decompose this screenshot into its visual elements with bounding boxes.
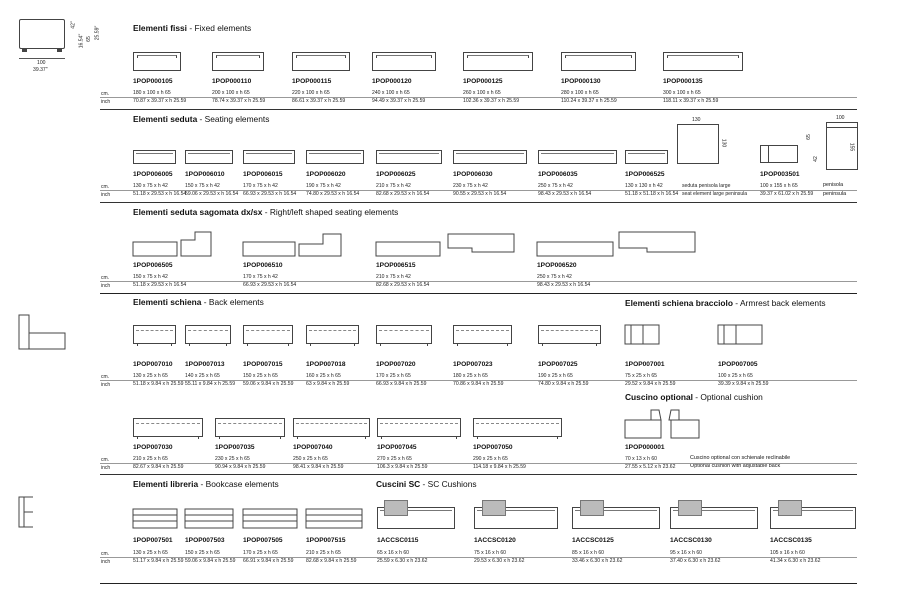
dim-inch: 41.34 x 6.30 x h 23.62 [770, 558, 821, 564]
fixed-element-leg [57, 49, 62, 52]
dim-cm: 180 x 25 x h 65 [453, 373, 488, 379]
unit-inch: inch [101, 283, 111, 289]
seat-drawing [453, 150, 527, 164]
code: 1POP000110 [212, 78, 252, 85]
dim-cm: 200 x 100 x h 65 [212, 90, 250, 96]
dim-inch: 33.46 x 6.30 x h 23.62 [572, 558, 623, 564]
dim-inch: 51.17 x 9.84 x h 25.59 [133, 558, 184, 564]
code: 1POP007010 [133, 361, 173, 368]
unit-cm: cm. [101, 457, 110, 463]
seat-drawing [243, 150, 295, 164]
dim-inch: 90.55 x 29.53 x h 16.54 [453, 191, 507, 197]
section-title-cushion [625, 392, 763, 402]
back-drawing [538, 325, 601, 344]
dim-cm: 130 x 75 x h 42 [133, 183, 168, 189]
dim-cm: 150 x 25 x h 65 [185, 550, 220, 556]
back-side-drawing [19, 315, 67, 351]
code: 1POP006005 [133, 171, 173, 178]
code: 1POP006515 [376, 262, 416, 269]
code: 1POP007045 [377, 444, 417, 451]
back-drawing [377, 418, 461, 437]
dim-cm: 230 x 75 x h 42 [453, 183, 488, 189]
dim-65: 65 [805, 134, 812, 140]
unit-inch: inch [101, 382, 111, 388]
fixed-drawing-120 [372, 52, 436, 71]
code: 1POP006025 [376, 171, 416, 178]
seat-drawing [133, 150, 176, 164]
dim-inch: 51.18 x 29.53 x h 16.54 [133, 282, 187, 288]
seat-drawing [185, 150, 233, 164]
dim-cm: 130 x 130 x h 42 [625, 183, 663, 189]
code: 1POP000125 [463, 78, 503, 85]
dim-inch: 51.18 x 29.53 x h 16.54 [133, 191, 187, 197]
dim-cm: 170 x 75 x h 42 [243, 274, 278, 280]
dim-cm: 190 x 75 x h 42 [306, 183, 341, 189]
dim-inch: 74.80 x 9.84 x h 25.59 [538, 381, 589, 387]
back-drawing [306, 325, 359, 344]
armrest-drawing-005 [718, 325, 764, 347]
fixed-drawing-105 [133, 52, 181, 71]
code: 1POP007040 [293, 444, 333, 451]
code: 1POP000120 [372, 78, 412, 85]
code: 1ACCSC0135 [770, 537, 812, 544]
unit-inch: inch [101, 465, 111, 471]
code: 1POP007515 [306, 537, 346, 544]
section-divider [100, 109, 857, 110]
title-en: - Bookcase elements [198, 479, 279, 489]
cushion-drawing-left [625, 410, 665, 440]
dim-cm: 105 x 16 x h 60 [770, 550, 805, 556]
sc-cushion [482, 500, 506, 516]
section-title-bookcase [133, 479, 279, 489]
dim-inch: 51.18 x 9.84 x h 25.59 [133, 381, 184, 387]
unit-cm: cm. [101, 184, 110, 190]
dim-cm: 240 x 100 x h 65 [372, 90, 410, 96]
code: 1POP007503 [185, 537, 225, 544]
dim-inch: 70.86 x 9.84 x h 25.59 [453, 381, 504, 387]
dim-cm: 150 x 25 x h 65 [243, 373, 278, 379]
dim-cm: 210 x 25 x h 65 [133, 456, 168, 462]
dim-cm: 250 x 25 x h 65 [293, 456, 328, 462]
seat-drawing [625, 150, 668, 164]
shaped-drawing-505 [133, 230, 213, 260]
unit-inch: inch [101, 192, 111, 198]
code: 1POP007505 [243, 537, 283, 544]
fixed-drawing-130 [561, 52, 636, 71]
back-drawing [185, 325, 231, 344]
code: 1POP000105 [133, 78, 173, 85]
dim-inch: 82.68 x 29.53 x h 16.54 [376, 282, 430, 288]
peninsula-back [760, 145, 769, 163]
top-dim-width-cm: 100 [37, 60, 46, 66]
code: 1POP006505 [133, 262, 173, 269]
dim-inch: 59.06 x 9.84 x h 25.59 [243, 381, 294, 387]
title-en: - Seating elements [197, 114, 270, 124]
dim-inch: 102.36 x 39.37 x h 25.59 [463, 98, 520, 104]
dim-42: 42 [812, 156, 819, 162]
section-title-fixed [133, 23, 251, 33]
dim-inch: 70.87 x 39.37 x h 25.59 [133, 98, 187, 104]
code: 1POP000135 [663, 78, 703, 85]
code: 1POP007018 [306, 361, 346, 368]
code: 1POP006010 [185, 171, 225, 178]
dim-inch: 39.37 x 61.02 x h 25.59 [760, 191, 814, 197]
title-en: - Armrest back elements [732, 298, 826, 308]
code: 1POP007050 [473, 444, 513, 451]
dim-inch: 29.52 x 9.84 x h 25.59 [625, 381, 676, 387]
dim-cm: 170 x 25 x h 65 [243, 550, 278, 556]
seat-drawing [306, 150, 364, 164]
back-drawing [243, 325, 293, 344]
dim-inch: 55.11 x 9.84 x h 25.59 [185, 381, 236, 387]
dim-100: 100 [836, 115, 845, 121]
dim-130-top: 130 [692, 117, 701, 123]
code: 1ACCSC0115 [377, 537, 419, 544]
dim-cm: 220 x 100 x h 65 [292, 90, 330, 96]
code: 1POP007013 [185, 361, 225, 368]
large-peninsula-label-en: seat element large peninsula [682, 191, 748, 197]
dim-inch: 98.41 x 9.84 x h 25.59 [293, 464, 344, 470]
dim-inch: 66.93 x 9.84 x h 25.59 [376, 381, 427, 387]
section-title-sc [376, 479, 477, 489]
shaped-drawing-520 [537, 230, 697, 260]
sc-cushion [580, 500, 604, 516]
dim-inch: 98.43 x 29.53 x h 16.54 [538, 191, 592, 197]
dim-cm: 85 x 16 x h 60 [572, 550, 605, 556]
dim-inch: 59.06 x 29.53 x h 16.54 [185, 191, 239, 197]
sc-cushion [384, 500, 408, 516]
unit-cm: cm. [101, 275, 110, 281]
title-it: Elementi seduta [133, 114, 198, 124]
title-it: Elementi seduta sagomata dx/sx [133, 207, 263, 217]
unit-cm: cm. [101, 551, 110, 557]
code: 1POP007501 [133, 537, 173, 544]
dim-inch: 51.18 x 51.18 x h 16.54 [625, 191, 679, 197]
dim-cm: 65 x 16 x h 60 [377, 550, 410, 556]
code: 1POP007005 [718, 361, 758, 368]
unit-inch: inch [101, 559, 111, 565]
dim-inch: 66.93 x 29.53 x h 16.54 [243, 282, 297, 288]
title-it: Elementi libreria [133, 479, 199, 489]
shaped-drawing-510 [243, 230, 343, 260]
dim-cm: 75 x 25 x h 65 [625, 373, 658, 379]
code: 1POP007025 [538, 361, 578, 368]
armrest-drawing-001 [625, 325, 661, 347]
dim-cm: 130 x 25 x h 65 [133, 373, 168, 379]
top-dim-width-in: 39.37" [33, 67, 48, 73]
unit-cm: cm. [101, 91, 110, 97]
dim-cm: 260 x 100 x h 65 [463, 90, 501, 96]
back-drawing [473, 418, 562, 437]
peninsula-label-it: penisola [823, 182, 844, 188]
dim-cm: 75 x 16 x h 60 [474, 550, 507, 556]
dim-cm: 100 x 155 x h 65 [760, 183, 798, 189]
fixed-drawing-125 [463, 52, 533, 71]
code: 1ACCSC0120 [474, 537, 516, 544]
dim-inch: 27.55 x 5.12 x h 23.62 [625, 464, 676, 470]
code: 1POP007001 [625, 361, 665, 368]
top-dim-h2: 16.54" [78, 33, 85, 49]
dim-cm: 160 x 25 x h 65 [306, 373, 341, 379]
code: 1ACCSC0125 [572, 537, 614, 544]
section-divider [100, 202, 857, 203]
dim-cm: 250 x 75 x h 42 [537, 274, 572, 280]
dim-inch: 29.53 x 6.30 x h 23.62 [474, 558, 525, 564]
code: 1POP006030 [453, 171, 493, 178]
bookcase-drawing-501 [133, 509, 179, 531]
back-drawing [453, 325, 512, 344]
dim-inch: 86.61 x 39.37 x h 25.59 [292, 98, 346, 104]
dim-cm: 70 x 13 x h 60 [625, 456, 658, 462]
dim-cm: 100 x 25 x h 65 [718, 373, 753, 379]
bookcase-drawing-505 [243, 509, 299, 531]
dim-130-side: 130 [720, 138, 727, 148]
cushion-note-en: Optional cushion with adjustable back [690, 463, 781, 469]
title-en: - Right/left shaped seating elements [262, 207, 399, 217]
top-dim-h4: 25.59" [94, 25, 101, 41]
code: 1POP003501 [760, 171, 800, 178]
dim-inch: 118.11 x 39.37 x h 25.59 [663, 98, 719, 104]
dim-inch: 66.93 x 29.53 x h 16.54 [243, 191, 297, 197]
dim-cm: 250 x 75 x h 42 [538, 183, 573, 189]
top-dim-h1: 42" [70, 21, 77, 29]
dim-cm: 170 x 25 x h 65 [376, 373, 411, 379]
dim-cm: 190 x 25 x h 65 [538, 373, 573, 379]
fixed-drawing-110 [212, 52, 264, 71]
dim-cm: 150 x 75 x h 42 [185, 183, 220, 189]
unit-divider [100, 281, 857, 282]
code: 1POP007030 [133, 444, 173, 451]
section-divider [100, 583, 857, 584]
section-title-armrest [625, 298, 826, 308]
code: 1POP006035 [538, 171, 578, 178]
unit-cm: cm. [101, 374, 110, 380]
cushion-drawing-right [665, 410, 701, 440]
dim-inch: 74.80 x 29.53 x h 16.54 [306, 191, 360, 197]
dim-cm: 95 x 16 x h 60 [670, 550, 703, 556]
code: 1POP006520 [537, 262, 577, 269]
dim-inch: 82.68 x 9.84 x h 25.59 [306, 558, 357, 564]
code: 1POP000130 [561, 78, 601, 85]
section-divider [100, 474, 857, 475]
code: 1POP007035 [215, 444, 255, 451]
dim-cm: 270 x 25 x h 65 [377, 456, 412, 462]
code: 1POP006525 [625, 171, 665, 178]
code: 1POP006015 [243, 171, 283, 178]
dim-inch: 59.06 x 9.84 x h 25.59 [185, 558, 236, 564]
back-drawing [133, 418, 203, 437]
back-drawing [215, 418, 285, 437]
dim-cm: 290 x 25 x h 65 [473, 456, 508, 462]
code: 1POP007015 [243, 361, 283, 368]
title-it: Elementi schiena bracciolo [625, 298, 733, 308]
dim-inch: 66.91 x 9.84 x h 25.59 [243, 558, 294, 564]
section-title-back [133, 297, 264, 307]
dim-cm: 130 x 25 x h 65 [133, 550, 168, 556]
dim-155: 155 [848, 142, 855, 152]
seat-drawing [376, 150, 442, 164]
title-en: - Fixed elements [187, 23, 252, 33]
dim-cm: 150 x 75 x h 42 [133, 274, 168, 280]
large-peninsula-plan [677, 124, 719, 164]
fixed-drawing-135 [663, 52, 743, 71]
fixed-element-leg [22, 49, 27, 52]
fixed-element-side-drawing [19, 19, 65, 49]
top-width-line [19, 58, 65, 59]
code: 1POP007020 [376, 361, 416, 368]
dim-cm: 170 x 75 x h 42 [243, 183, 278, 189]
code: 1POP007023 [453, 361, 493, 368]
section-title-seating [133, 114, 269, 124]
bookcase-drawing-515 [306, 509, 364, 531]
dim-cm: 210 x 25 x h 65 [306, 550, 341, 556]
unit-inch: inch [101, 99, 111, 105]
back-drawing [376, 325, 432, 344]
dim-inch: 98.43 x 29.53 x h 16.54 [537, 282, 591, 288]
title-it: Cuscini SC [376, 479, 421, 489]
dim-inch: 39.39 x 9.84 x h 25.59 [718, 381, 769, 387]
dim-inch: 114.18 x 9.84 x h 25.59 [473, 464, 526, 470]
dim-inch: 90.94 x 9.84 x h 25.59 [215, 464, 266, 470]
dim-cm: 280 x 100 x h 65 [561, 90, 599, 96]
shaped-drawing-515 [376, 230, 516, 260]
code: 1POP000001 [625, 444, 665, 451]
seat-drawing [538, 150, 617, 164]
dim-cm: 210 x 75 x h 42 [376, 183, 411, 189]
large-peninsula-label-it: seduta penisola large [682, 183, 731, 189]
dim-inch: 82.68 x 29.53 x h 16.54 [376, 191, 430, 197]
sc-cushion [778, 500, 802, 516]
title-it: Elementi schiena [133, 297, 202, 307]
dim-cm: 140 x 25 x h 65 [185, 373, 220, 379]
dim-cm: 300 x 100 x h 65 [663, 90, 701, 96]
code: 1ACCSC0130 [670, 537, 712, 544]
cushion-note-it: Cuscino optional con schienale reclinabile [690, 455, 791, 461]
dim-inch: 78.74 x 39.37 x h 25.59 [212, 98, 266, 104]
dim-cm: 230 x 25 x h 65 [215, 456, 250, 462]
peninsula-label-en: peninsula [823, 191, 847, 197]
title-it: Cuscino optional [625, 392, 693, 402]
code: 1POP006510 [243, 262, 283, 269]
code: 1POP006020 [306, 171, 346, 178]
dim-inch: 94.49 x 39.37 x h 25.59 [372, 98, 426, 104]
top-dim-h3: 65 [85, 36, 92, 42]
dim-inch: 63 x 9.84 x h 25.59 [306, 381, 350, 387]
peninsula-plan-back [826, 122, 858, 128]
title-en: - Back elements [201, 297, 264, 307]
fixed-drawing-115 [292, 52, 350, 71]
back-drawing [293, 418, 370, 437]
dim-cm: 180 x 100 x h 65 [133, 90, 171, 96]
dim-inch: 25.59 x 6.30 x h 23.62 [377, 558, 428, 564]
dim-inch: 37.40 x 6.30 x h 23.62 [670, 558, 721, 564]
title-en: - SC Cushions [420, 479, 477, 489]
section-title-shaped [133, 207, 398, 217]
bookcase-side-drawing [19, 497, 35, 529]
dim-inch: 82.67 x 9.84 x h 25.59 [133, 464, 184, 470]
bookcase-drawing-503 [185, 509, 235, 531]
dim-inch: 106.3 x 9.84 x h 25.59 [377, 464, 428, 470]
section-divider [100, 293, 857, 294]
title-it: Elementi fissi [133, 23, 187, 33]
back-drawing [133, 325, 176, 344]
title-en: - Optional cushion [692, 392, 763, 402]
sc-cushion [678, 500, 702, 516]
dim-cm: 210 x 75 x h 42 [376, 274, 411, 280]
dim-inch: 110.24 x 39.37 x h 25.59 [561, 98, 617, 104]
code: 1POP000115 [292, 78, 332, 85]
